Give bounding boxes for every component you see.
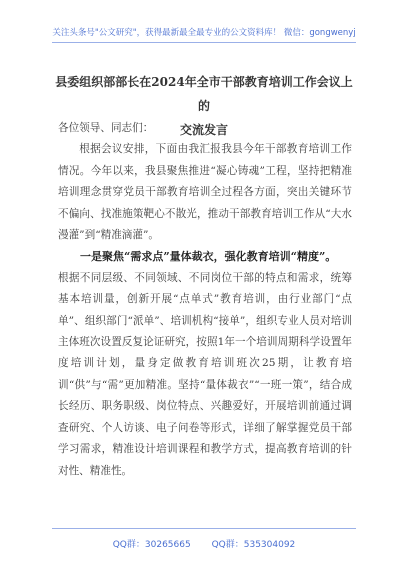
document-body	[58, 118, 352, 482]
section-1-heading: 一是聚焦“需求点”量体裁衣，强化教育培训“精度”。	[80, 250, 337, 264]
footer-qq-group-2: QQ群：535304092	[211, 540, 296, 550]
section-1-body: 根据不同层级、不同领域、不同岗位干部的特点和需求，统筹基本培训量，创新开展“点单式”教育培训，由行业部门“点单”、组织部门“派单”、培训机构“接单”，组织专业人员对培训主体班次设置反复论证研究，按照1年一个培训周期科学设置年度培训计划，量身定做教育培训班次25期，让教育培训“供”与“需”更加精准。坚持“量体裁衣”“一班一策”，结合成长经历、职务职级、岗位特点、兴趣爱好，开展培训前通过调查研究、个人访谈、电子问卷等形式，详细了解掌握党员干部学习需求，精准设计培训课程和教学方式，提高教育培训的针对性、精准性。	[58, 271, 352, 477]
footer-divider	[52, 528, 356, 529]
intro-paragraph: 根据会议安排，下面由我汇报我县今年干部教育培训工作情况。今年以来，我县聚焦推进“凝心铸魂”工程，坚持把精准培训理念贯穿党员干部教育培训全过程各方面，突出关键环节不偏向、找准施策靶心不散光，推动干部教育培训工作从“大水漫灌”到“精准滴灌”。	[58, 143, 352, 242]
title-line-1: 县委组织部部长在2024年全市干部教育培训工作会议上的	[55, 75, 353, 113]
footer-qq-group-1: QQ群：30265665	[112, 540, 191, 550]
header-divider	[52, 42, 356, 43]
title-line-2: 交流发言	[179, 123, 228, 137]
header-promo-note: 关注头条号"公文研究"，获得最新最全最专业的公文资料库！ 微信：gongwenyj	[52, 28, 356, 38]
footer	[0, 537, 408, 550]
salutation: 各位领导、同志们：	[58, 122, 154, 134]
